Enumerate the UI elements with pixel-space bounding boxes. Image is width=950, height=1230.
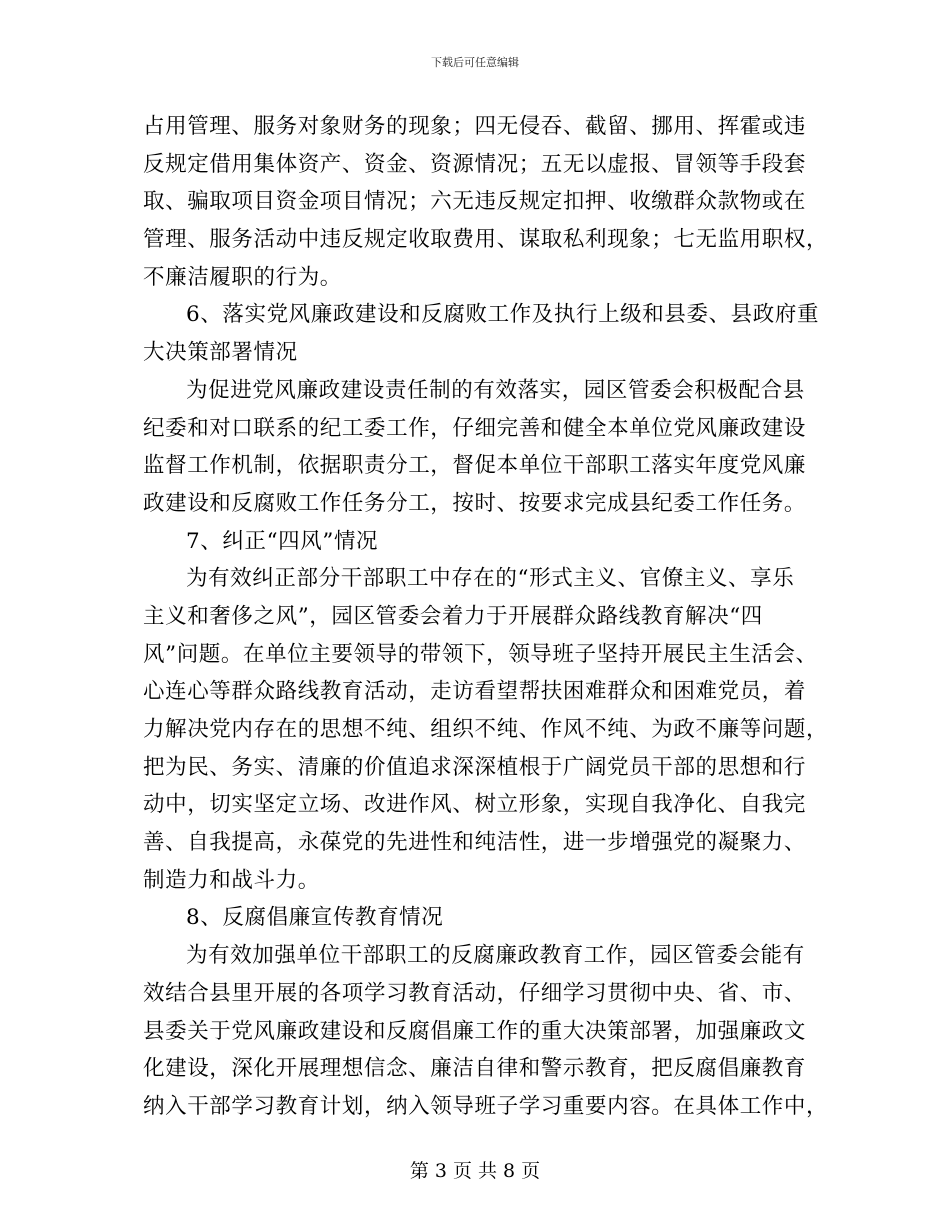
text-line: 为有效加强单位干部职工的反腐廉政教育工作，园区管委会能有: [186, 943, 805, 969]
text-line: 主义和奢侈之风”，园区管委会着力于开展群众路线教育解决“四: [143, 603, 763, 629]
text-line: 纳入干部学习教育计划，纳入领导班子学习重要内容。在具体工作中，: [143, 1093, 829, 1119]
text-line: 政建设和反腐败工作任务分工，按时、按要求完成县纪委工作任务。: [143, 490, 807, 516]
text-line: 风”问题。在单位主要领导的带领下，领导班子坚持开展民主生活会、: [143, 641, 818, 667]
text-line: 县委关于党风廉政建设和反腐倡廉工作的重大决策部署，加强廉政文: [143, 1018, 807, 1044]
section-heading-6-cont: 大决策部署情况: [143, 340, 298, 366]
text-line: 善、自我提高，永葆党的先进性和纯洁性，进一步增强党的凝聚力、: [143, 830, 807, 856]
page-number: 第 3 页 共 8 页: [409, 1160, 541, 1182]
section-heading-7: 7、纠正“四风”情况: [186, 528, 379, 554]
section-heading-8: 8、反腐倡廉宣传教育情况: [186, 905, 444, 931]
text-line: 把为民、务实、清廉的价值追求深深植根于广阔党员干部的思想和行: [143, 754, 807, 780]
text-line: 监督工作机制，依据职责分工，督促本单位干部职工落实年度党风廉: [143, 453, 807, 479]
text-line: 化建设，深化开展理想信念、廉洁自律和警示教育，把反腐倡廉教育: [143, 1056, 807, 1082]
document-body: [143, 108, 829, 1126]
page-header-note: 下载后可任意编辑: [431, 56, 519, 69]
text-line: 为有效纠正部分干部职工中存在的“形式主义、官僚主义、享乐: [186, 566, 795, 592]
text-line: 为促进党风廉政建设责任制的有效落实，园区管委会积极配合县: [186, 377, 805, 403]
text-line: 不廉洁履职的行为。: [143, 264, 342, 290]
text-line: 管理、服务活动中违反规定收取费用、谋取私利现象；七无监用职权，: [143, 227, 829, 253]
text-line: 反规定借用集体资产、资金、资源情况；五无以虚报、冒领等手段套: [143, 151, 807, 177]
section-heading-6: 6、落实党风廉政建设和反腐败工作及执行上级和县委、县政府重: [186, 302, 820, 328]
text-line: 取、骗取项目资金项目情况；六无违反规定扣押、收缴群众款物或在: [143, 189, 807, 215]
text-line: 心连心等群众路线教育活动，走访看望帮扶困难群众和困难党员，着: [143, 679, 807, 705]
text-line: 动中，切实坚定立场、改进作风、树立形象，实现自我净化、自我完: [143, 792, 807, 818]
text-line: 占用管理、服务对象财务的现象；四无侵吞、截留、挪用、挥霍或违: [143, 114, 807, 139]
text-line: 力解决党内存在的思想不纯、组织不纯、作风不纯、为政不廉等问题，: [143, 717, 829, 742]
text-line: 纪委和对口联系的纪工委工作，仔细完善和健全本单位党风廉政建设: [143, 415, 807, 441]
text-line: 效结合县里开展的各项学习教育活动，仔细学习贯彻中央、省、市、: [143, 980, 807, 1006]
text-line: 制造力和战斗力。: [143, 867, 320, 893]
